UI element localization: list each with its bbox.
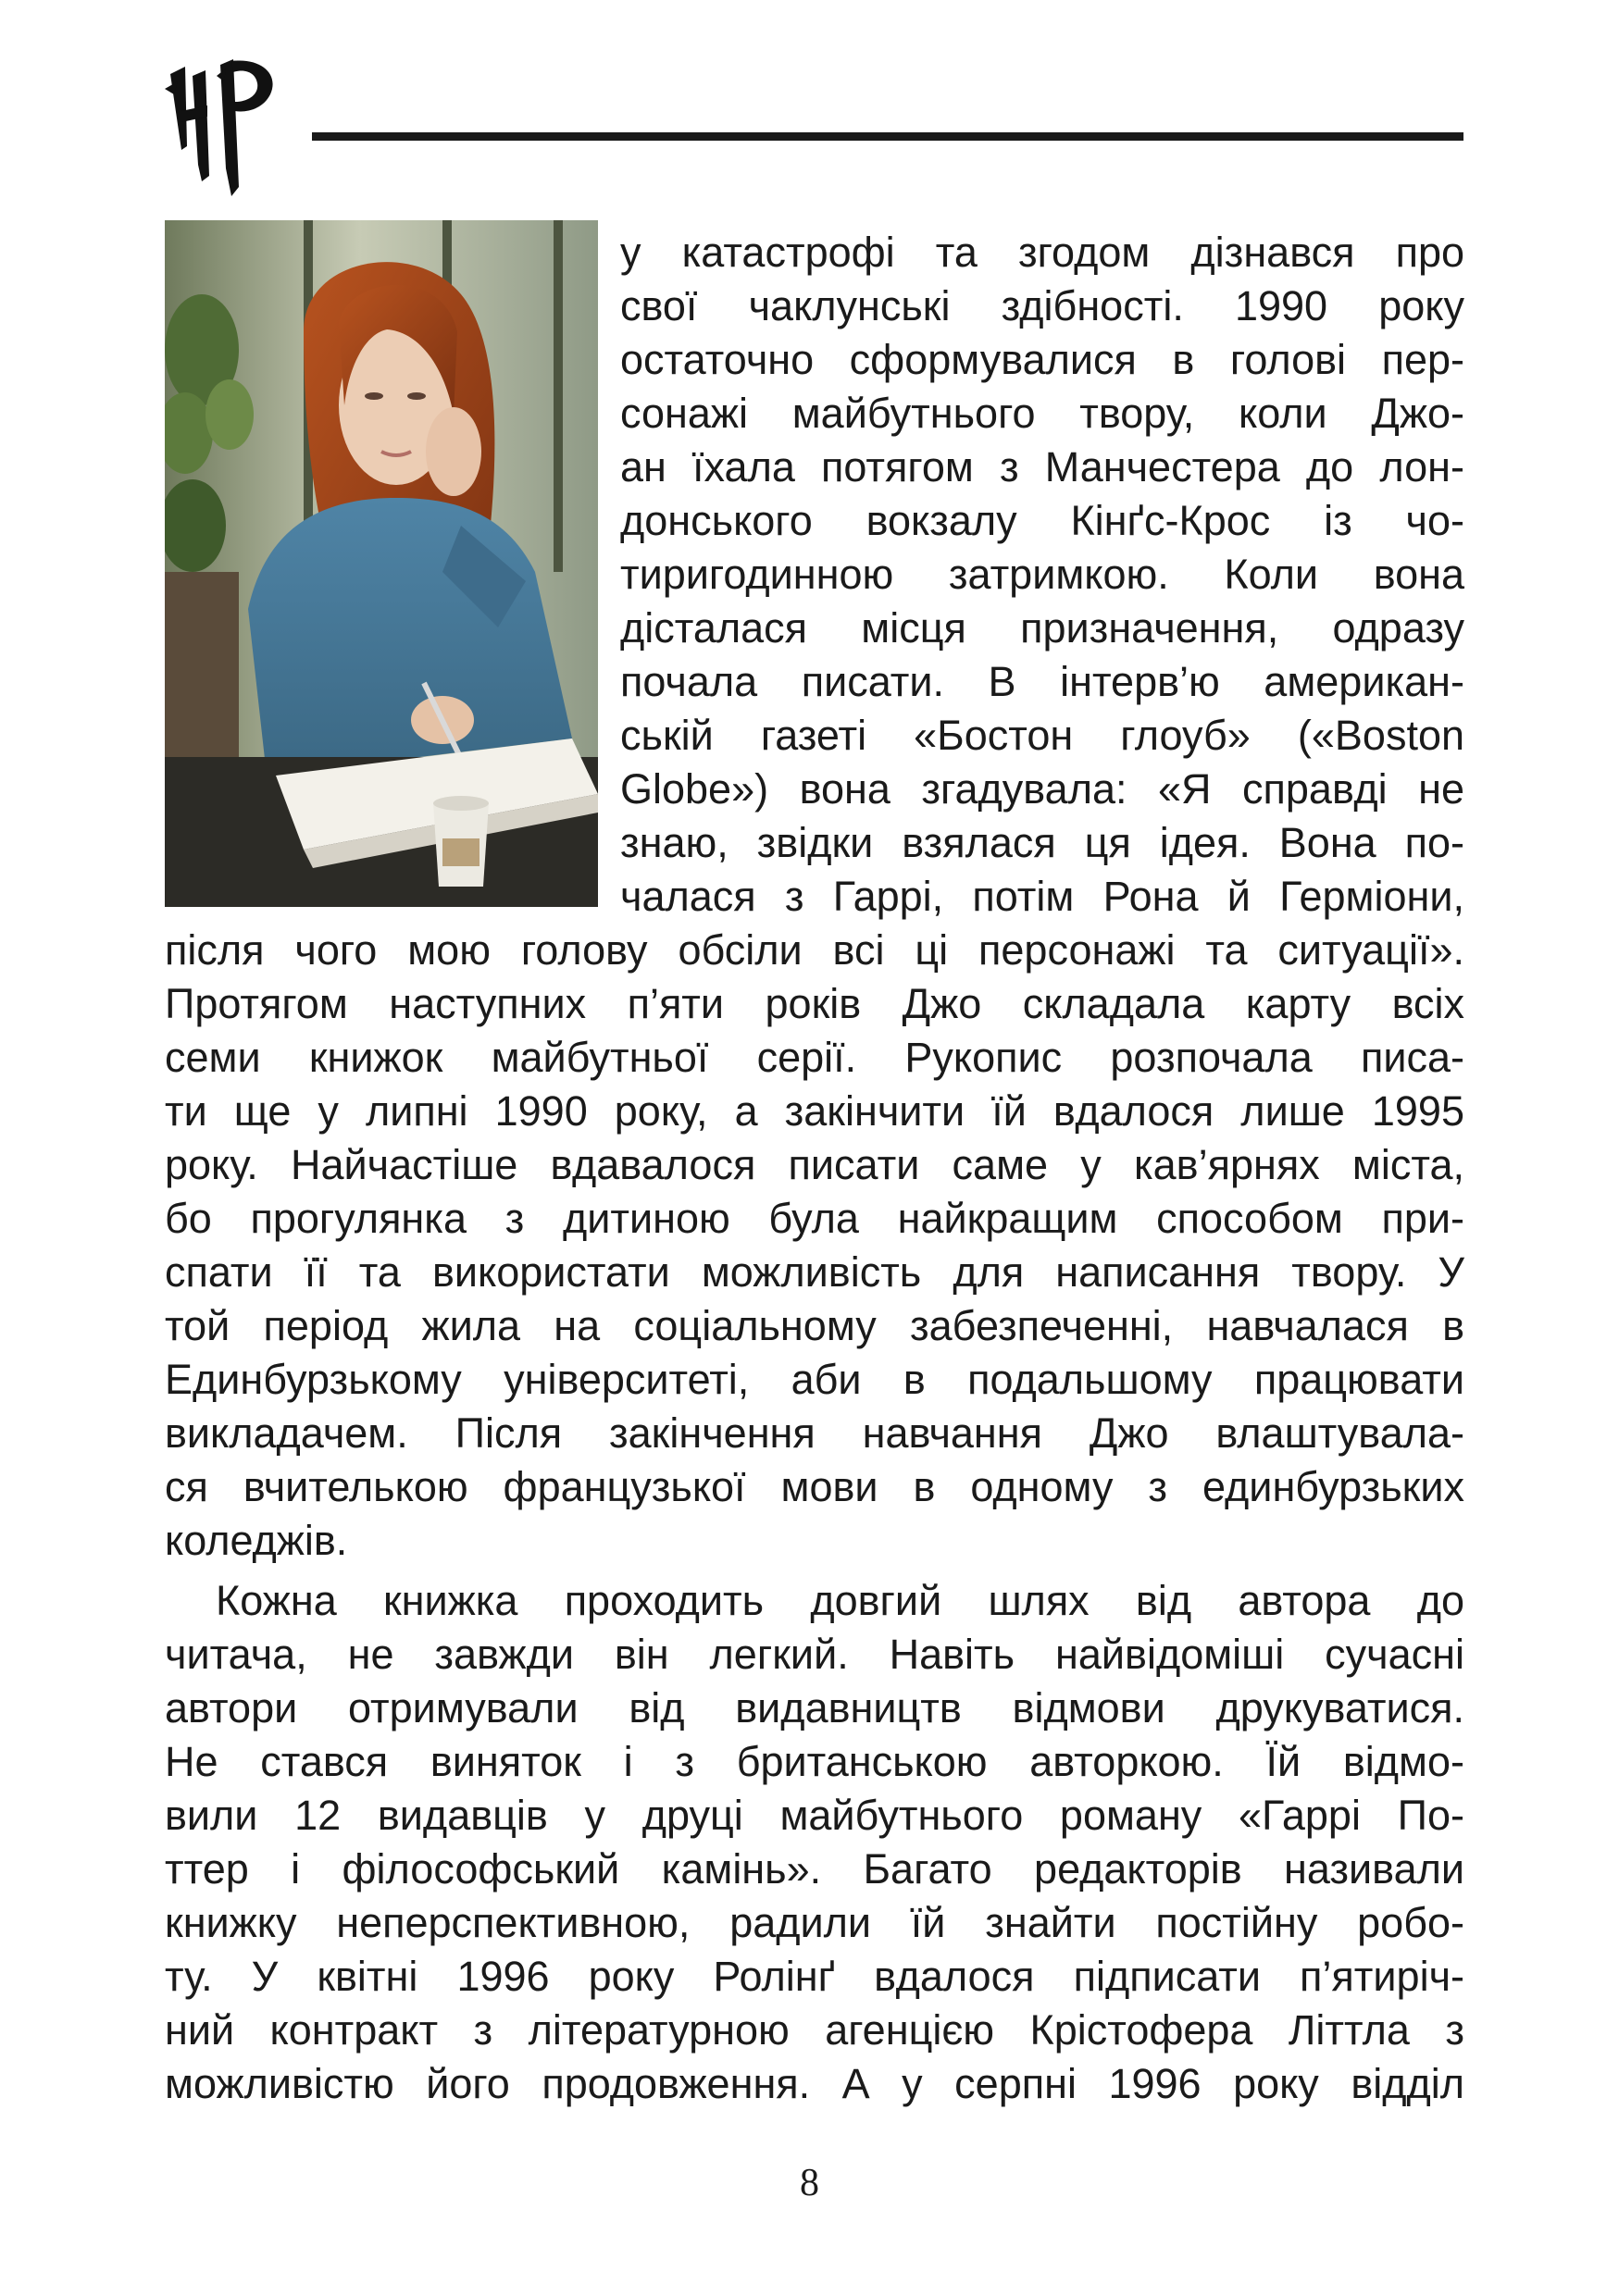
author-photo [165, 220, 598, 907]
text-line: Протягом наступних п’яти років Джо складала карту всіх [165, 980, 1464, 1027]
text-line: можливістю його продовження. А у серпні 1996 року відділ [165, 2060, 1464, 2107]
text-line: свої чаклунські здібності. 1990 року [620, 282, 1464, 329]
text-line: ан їхала потягом з Манчестера до лон- [620, 443, 1464, 490]
text-line: Globe») вона згадувала: «Я справді не [620, 765, 1464, 813]
text-line: Не стався виняток і з британською авторкою. Їй відмо- [165, 1738, 1464, 1785]
text-line: ний контракт з літературною агенцією Крістофера Літтла з [165, 2006, 1464, 2054]
text-line: семи книжок майбутньої серії. Рукопис розпочала писа- [165, 1034, 1464, 1081]
text-line: викладачем. Після закінчення навчання Джо влаштувала- [165, 1409, 1464, 1457]
text-line: чалася з Гаррі, потім Рона й Герміони, [620, 873, 1464, 920]
header-rule [312, 132, 1463, 141]
text-line: читача, не завжди він легкий. Навіть найвідоміші сучасні [165, 1631, 1464, 1678]
text-line: бо прогулянка з дитиною була найкращим способом при- [165, 1195, 1464, 1242]
text-line: Единбурзькому університеті, аби в подальшому працювати [165, 1356, 1464, 1403]
text-line: у катастрофі та згодом дізнався про [620, 229, 1464, 276]
text-line: ттер і філософський камінь». Багато редакторів називали [165, 1845, 1464, 1893]
paragraph-first-line: Кожна книжка проходить довгий шлях від автора до [216, 1577, 1464, 1624]
text-line: року. Найчастіше вдавалося писати саме у кав’ярнях міста, [165, 1141, 1464, 1188]
hp-monogram-logo [165, 57, 281, 196]
text-line: донського вокзалу Кінґс-Крос із чо- [620, 497, 1464, 544]
text-line: остаточно сформувалися в голові пер- [620, 336, 1464, 383]
text-line: почала писати. В інтерв’ю американ- [620, 658, 1464, 705]
text-line: дісталася місця призначення, одразу [620, 604, 1464, 652]
text-line: тиригодинною затримкою. Коли вона [620, 551, 1464, 598]
text-line: книжку неперспективною, радили їй знайти постійну робо- [165, 1899, 1464, 1946]
page-number: 8 [800, 2162, 819, 2204]
text-line: коледжів. [165, 1517, 348, 1564]
text-line: автори отримували від видавництв відмови друкуватися. [165, 1684, 1464, 1731]
text-line: ся вчителькою французької мови в одному з единбурзьких [165, 1463, 1464, 1510]
text-line: сонажі майбутнього твору, коли Джо- [620, 390, 1464, 437]
text-line: ти ще у липні 1990 року, а закінчити їй вдалося лише 1995 [165, 1087, 1464, 1135]
text-line: ській газеті «Бостон глоуб» («Boston [620, 712, 1464, 759]
text-line: спати її та використати можливість для написання твору. У [165, 1248, 1464, 1296]
text-line: ту. У квітні 1996 року Ролінґ вдалося підписати п’ятиріч- [165, 1953, 1464, 2000]
text-line: знаю, звідки взялася ця ідея. Вона по- [620, 819, 1464, 866]
text-line: після чого мою голову обсіли всі ці персонажі та ситуації». [165, 926, 1464, 974]
text-line: той період жила на соціальному забезпеченні, навчалася в [165, 1302, 1464, 1349]
text-line: вили 12 видавців у друці майбутнього роману «Гаррі По- [165, 1792, 1464, 1839]
